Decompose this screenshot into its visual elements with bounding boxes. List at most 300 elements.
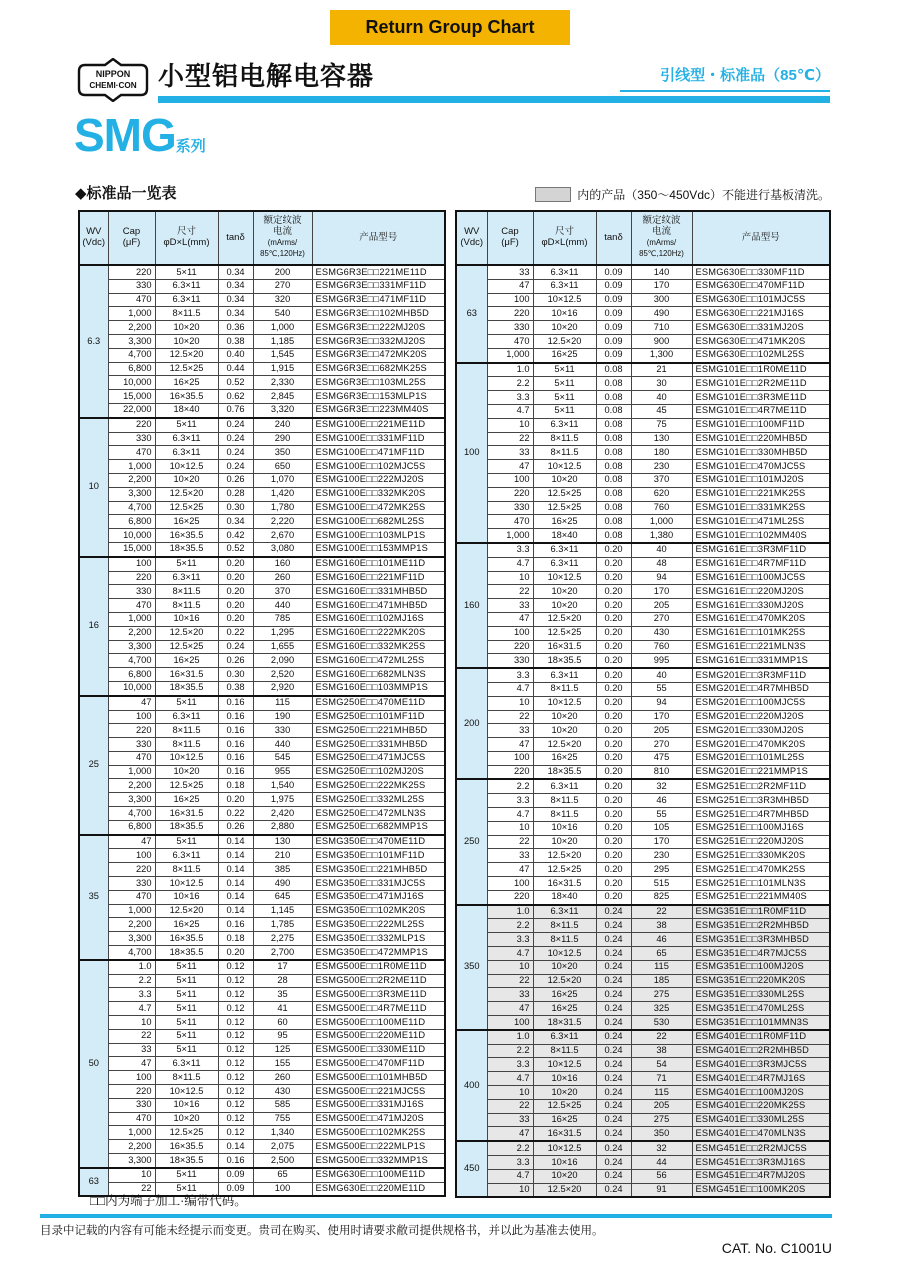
- cap-cell: 220: [487, 487, 533, 501]
- cap-cell: 470: [108, 446, 155, 460]
- part-number-cell: ESMG401E□□1R0MF11D: [692, 1030, 830, 1044]
- table-row: [79, 265, 445, 279]
- cap-cell: 100: [108, 1071, 155, 1085]
- part-number-cell: ESMG500E□□2R2ME11D: [312, 974, 445, 988]
- title-underline-bar: [158, 96, 830, 103]
- section-heading: ◆标准品一览表: [75, 185, 177, 202]
- ripple-cell: 530: [631, 1016, 692, 1030]
- tan-cell: 0.24: [596, 1086, 631, 1100]
- cap-cell: 330: [487, 501, 533, 515]
- tan-cell: 0.20: [596, 724, 631, 738]
- ripple-cell: 1,300: [631, 348, 692, 362]
- table-row: [79, 738, 445, 752]
- part-number-cell: ESMG350E□□101MF11D: [312, 849, 445, 863]
- cap-cell: 3,300: [108, 932, 155, 946]
- part-number-cell: ESMG6R3E□□153MLP1S: [312, 390, 445, 404]
- cap-cell: 3.3: [487, 668, 533, 682]
- ripple-cell: 955: [253, 765, 312, 779]
- tan-cell: 0.08: [596, 460, 631, 474]
- size-cell: 8×11.5: [155, 738, 218, 752]
- size-cell: 6.3×11: [155, 293, 218, 307]
- size-cell: 5×11: [533, 363, 596, 377]
- size-cell: 12.5×20: [155, 626, 218, 640]
- size-cell: 12.5×25: [533, 1099, 596, 1113]
- table-row: [456, 1169, 830, 1183]
- part-number-cell: ESMG500E□□100ME11D: [312, 1016, 445, 1030]
- ripple-cell: 40: [631, 543, 692, 557]
- tan-cell: 0.08: [596, 515, 631, 529]
- table-row: [79, 918, 445, 932]
- ripple-cell: 275: [631, 988, 692, 1002]
- size-cell: 6.3×11: [533, 279, 596, 293]
- size-cell: 10×12.5: [533, 947, 596, 961]
- tan-cell: 0.12: [218, 1002, 253, 1016]
- cap-cell: 220: [108, 418, 155, 432]
- cap-cell: 220: [108, 1085, 155, 1099]
- wv-group-label: 250: [456, 779, 487, 904]
- cap-cell: 470: [108, 599, 155, 613]
- table-row: [79, 557, 445, 571]
- size-cell: 5×11: [155, 1016, 218, 1030]
- part-number-cell: ESMG500E□□470MF11D: [312, 1057, 445, 1071]
- cap-cell: 1,000: [108, 460, 155, 474]
- size-cell: 10×12.5: [533, 696, 596, 710]
- part-number-cell: ESMG250E□□682MMP1S: [312, 820, 445, 834]
- cap-cell: 100: [487, 473, 533, 487]
- tan-cell: 0.08: [596, 432, 631, 446]
- tan-cell: 0.20: [596, 654, 631, 668]
- size-cell: 10×20: [533, 321, 596, 335]
- size-cell: 10×20: [155, 473, 218, 487]
- tan-cell: 0.12: [218, 960, 253, 974]
- page-title: 小型铝电解电容器: [158, 61, 375, 91]
- ripple-cell: 22: [631, 905, 692, 919]
- tan-cell: 0.09: [218, 1168, 253, 1182]
- table-row: [456, 640, 830, 654]
- table-row: [456, 1099, 830, 1113]
- tan-cell: 0.24: [596, 974, 631, 988]
- size-cell: 16×35.5: [155, 529, 218, 543]
- wv-group-label: 16: [79, 557, 108, 696]
- part-number-cell: ESMG500E□□330ME11D: [312, 1043, 445, 1057]
- wash-note-text: 内的产品（350～450Vdc）不能进行基板清洗。: [577, 188, 830, 202]
- table-row: [79, 307, 445, 321]
- part-number-cell: ESMG630E□□101MJC5S: [692, 293, 830, 307]
- ripple-cell: 230: [631, 460, 692, 474]
- table-row: [79, 710, 445, 724]
- ripple-cell: 3,320: [253, 403, 312, 417]
- table-row: [79, 974, 445, 988]
- part-number-cell: ESMG451E□□100MK20S: [692, 1183, 830, 1197]
- table-row: [79, 765, 445, 779]
- part-number-cell: ESMG351E□□470ML25S: [692, 1002, 830, 1016]
- part-number-cell: ESMG500E□□221MJC5S: [312, 1085, 445, 1099]
- ripple-cell: 56: [631, 1169, 692, 1183]
- ripple-cell: 1,780: [253, 501, 312, 515]
- footer-rule: [40, 1214, 832, 1218]
- ripple-cell: 1,070: [253, 473, 312, 487]
- cap-cell: 4,700: [108, 501, 155, 515]
- size-cell: 10×12.5: [155, 460, 218, 474]
- size-cell: 10×20: [155, 1112, 218, 1126]
- cap-cell: 4.7: [487, 404, 533, 418]
- part-number-cell: ESMG351E□□330ML25S: [692, 988, 830, 1002]
- size-cell: 8×11.5: [155, 599, 218, 613]
- part-number-cell: ESMG100E□□102MJC5S: [312, 460, 445, 474]
- tan-cell: 0.14: [218, 904, 253, 918]
- tan-cell: 0.24: [218, 640, 253, 654]
- size-cell: 10×12.5: [155, 877, 218, 891]
- ripple-cell: 260: [253, 1071, 312, 1085]
- size-cell: 6.3×11: [533, 1030, 596, 1044]
- size-cell: 16×25: [533, 751, 596, 765]
- tan-cell: 0.12: [218, 1126, 253, 1140]
- tan-cell: 0.08: [596, 529, 631, 543]
- col-header-ripple: 额定纹波 电流 (mArms/ 85℃,120Hz): [631, 211, 692, 265]
- ripple-cell: 350: [631, 1127, 692, 1141]
- part-number-cell: ESMG6R3E□□332MJ20S: [312, 334, 445, 348]
- cap-cell: 6,800: [108, 668, 155, 682]
- tan-cell: 0.09: [596, 279, 631, 293]
- wv-group-label: 160: [456, 543, 487, 668]
- part-number-cell: ESMG161E□□100MJC5S: [692, 571, 830, 585]
- size-cell: 10×16: [533, 307, 596, 321]
- size-cell: 10×12.5: [155, 1085, 218, 1099]
- tan-cell: 0.08: [596, 473, 631, 487]
- table-row: [79, 599, 445, 613]
- ripple-cell: 190: [253, 710, 312, 724]
- part-number-cell: ESMG100E□□221ME11D: [312, 418, 445, 432]
- ripple-cell: 38: [631, 1044, 692, 1058]
- tan-cell: 0.24: [218, 418, 253, 432]
- tan-cell: 0.20: [596, 821, 631, 835]
- part-number-cell: ESMG101E□□2R2ME11D: [692, 377, 830, 391]
- wv-group-label: 100: [456, 363, 487, 543]
- part-number-cell: ESMG351E□□3R3MHB5D: [692, 933, 830, 947]
- size-cell: 12.5×20: [155, 348, 218, 362]
- cap-cell: 10,000: [108, 681, 155, 695]
- return-group-chart-button[interactable]: Return Group Chart: [330, 10, 570, 45]
- ripple-cell: 94: [631, 571, 692, 585]
- cap-cell: 22: [108, 1029, 155, 1043]
- part-number-cell: ESMG160E□□682MLN3S: [312, 668, 445, 682]
- part-number-cell: ESMG630E□□221MJ16S: [692, 307, 830, 321]
- part-number-cell: ESMG500E□□1R0ME11D: [312, 960, 445, 974]
- cap-cell: 2,200: [108, 779, 155, 793]
- tan-cell: 0.62: [218, 390, 253, 404]
- table-row: [456, 321, 830, 335]
- size-cell: 6.3×11: [155, 849, 218, 863]
- wv-group-label: 400: [456, 1030, 487, 1141]
- size-cell: 6.3×11: [533, 265, 596, 279]
- table-row: [79, 696, 445, 710]
- cap-cell: 33: [487, 849, 533, 863]
- size-cell: 10×12.5: [533, 571, 596, 585]
- cap-cell: 10: [487, 1086, 533, 1100]
- size-cell: 12.5×25: [155, 640, 218, 654]
- ripple-cell: 2,330: [253, 376, 312, 390]
- cap-cell: 100: [487, 293, 533, 307]
- part-number-cell: ESMG6R3E□□223MM40S: [312, 403, 445, 417]
- size-cell: 18×31.5: [533, 1016, 596, 1030]
- part-number-cell: ESMG401E□□4R7MJ16S: [692, 1072, 830, 1086]
- part-number-cell: ESMG401E□□470MLN3S: [692, 1127, 830, 1141]
- part-number-cell: ESMG160E□□331MHB5D: [312, 585, 445, 599]
- ripple-cell: 330: [253, 724, 312, 738]
- cap-cell: 1.0: [487, 363, 533, 377]
- size-cell: 12.5×20: [155, 904, 218, 918]
- part-number-cell: ESMG160E□□221MF11D: [312, 571, 445, 585]
- ripple-cell: 35: [253, 988, 312, 1002]
- part-number-cell: ESMG6R3E□□472MK20S: [312, 348, 445, 362]
- table-row: [79, 418, 445, 432]
- cap-cell: 330: [108, 738, 155, 752]
- ripple-cell: 1,340: [253, 1126, 312, 1140]
- tan-cell: 0.22: [218, 807, 253, 821]
- table-row: [456, 765, 830, 779]
- tan-cell: 0.24: [596, 1113, 631, 1127]
- table-row: [456, 654, 830, 668]
- tan-cell: 0.20: [596, 696, 631, 710]
- table-row: [456, 446, 830, 460]
- table-row: [79, 279, 445, 293]
- ripple-cell: 440: [253, 738, 312, 752]
- part-number-cell: ESMG351E□□220MK20S: [692, 974, 830, 988]
- cap-cell: 330: [108, 279, 155, 293]
- table-row: [456, 1086, 830, 1100]
- logo-text-line1: NIPPON: [95, 69, 131, 79]
- ripple-cell: 2,845: [253, 390, 312, 404]
- size-cell: 10×20: [533, 1169, 596, 1183]
- ripple-cell: 1,000: [253, 321, 312, 335]
- ripple-cell: 475: [631, 751, 692, 765]
- ripple-cell: 100: [253, 1182, 312, 1196]
- table-row: [79, 515, 445, 529]
- tan-cell: 0.38: [218, 334, 253, 348]
- cap-cell: 470: [487, 334, 533, 348]
- part-number-cell: ESMG350E□□472MMP1S: [312, 946, 445, 960]
- cap-cell: 4.7: [487, 1072, 533, 1086]
- terminal-code-footnote: □□内为端子加工·编带代码。: [90, 1194, 247, 1208]
- cap-cell: 100: [487, 751, 533, 765]
- part-number-cell: ESMG630E□□471MK20S: [692, 334, 830, 348]
- ripple-cell: 295: [631, 863, 692, 877]
- part-number-cell: ESMG101E□□4R7ME11D: [692, 404, 830, 418]
- size-cell: 6.3×11: [533, 418, 596, 432]
- ripple-cell: 40: [631, 668, 692, 682]
- ripple-cell: 2,220: [253, 515, 312, 529]
- cap-cell: 47: [487, 460, 533, 474]
- ripple-cell: 210: [253, 849, 312, 863]
- table-row: [456, 1058, 830, 1072]
- part-number-cell: ESMG250E□□471MJC5S: [312, 751, 445, 765]
- part-number-cell: ESMG251E□□470MK25S: [692, 863, 830, 877]
- ripple-cell: 545: [253, 751, 312, 765]
- table-row: [79, 1154, 445, 1168]
- part-number-cell: ESMG6R3E□□102MHB5D: [312, 307, 445, 321]
- ripple-cell: 2,420: [253, 807, 312, 821]
- cap-cell: 4.7: [487, 682, 533, 696]
- table-row: [79, 376, 445, 390]
- table-row: [79, 1071, 445, 1085]
- part-number-cell: ESMG401E□□220MK25S: [692, 1099, 830, 1113]
- part-number-cell: ESMG250E□□101MF11D: [312, 710, 445, 724]
- series-title: [74, 108, 206, 162]
- table-row: [456, 682, 830, 696]
- size-cell: 16×25: [533, 515, 596, 529]
- size-cell: 8×11.5: [533, 919, 596, 933]
- cap-cell: 4.7: [487, 947, 533, 961]
- ripple-cell: 2,920: [253, 681, 312, 695]
- table-row: [79, 626, 445, 640]
- wv-group-label: 50: [79, 960, 108, 1168]
- cap-cell: 220: [108, 571, 155, 585]
- col-header-part: 产品型号: [692, 211, 830, 265]
- tan-cell: 0.08: [596, 391, 631, 405]
- table-row: [79, 988, 445, 1002]
- ripple-cell: 1,655: [253, 640, 312, 654]
- tan-cell: 0.24: [596, 933, 631, 947]
- tan-cell: 0.52: [218, 542, 253, 556]
- tan-cell: 0.24: [596, 1072, 631, 1086]
- standards-table-left: [78, 210, 446, 1197]
- ripple-cell: 205: [631, 724, 692, 738]
- size-cell: 18×35.5: [533, 765, 596, 779]
- table-row: [79, 877, 445, 891]
- table-row: [456, 585, 830, 599]
- tan-cell: 0.24: [218, 460, 253, 474]
- size-cell: 10×16: [533, 1072, 596, 1086]
- table-row: [79, 1029, 445, 1043]
- tan-cell: 0.24: [596, 1030, 631, 1044]
- part-number-cell: ESMG350E□□331MJC5S: [312, 877, 445, 891]
- part-number-cell: ESMG250E□□472MLN3S: [312, 807, 445, 821]
- size-cell: 16×25: [155, 376, 218, 390]
- ripple-cell: 325: [631, 1002, 692, 1016]
- ripple-cell: 650: [253, 460, 312, 474]
- cap-cell: 10: [487, 1183, 533, 1197]
- part-number-cell: ESMG100E□□331MF11D: [312, 432, 445, 446]
- series-name: SMG: [74, 109, 176, 161]
- part-number-cell: ESMG250E□□470ME11D: [312, 696, 445, 710]
- tan-cell: 0.12: [218, 988, 253, 1002]
- size-cell: 10×12.5: [533, 460, 596, 474]
- col-header-size: 尺寸 φD×L(mm): [533, 211, 596, 265]
- tan-cell: 0.20: [596, 751, 631, 765]
- size-cell: 12.5×25: [155, 362, 218, 376]
- tan-cell: 0.16: [218, 1154, 253, 1168]
- wv-group-label: 10: [79, 418, 108, 557]
- table-row: [456, 432, 830, 446]
- tan-cell: 0.24: [596, 1044, 631, 1058]
- table-row: [79, 446, 445, 460]
- part-number-cell: ESMG161E□□221MLN3S: [692, 640, 830, 654]
- tan-cell: 0.26: [218, 654, 253, 668]
- ripple-cell: 2,880: [253, 820, 312, 834]
- ripple-cell: 95: [253, 1029, 312, 1043]
- size-cell: 16×31.5: [533, 877, 596, 891]
- size-cell: 5×11: [155, 1043, 218, 1057]
- table-row: [456, 696, 830, 710]
- size-cell: 6.3×11: [155, 432, 218, 446]
- cap-cell: 100: [108, 557, 155, 571]
- size-cell: 6.3×11: [155, 571, 218, 585]
- size-cell: 8×11.5: [533, 682, 596, 696]
- cap-cell: 47: [487, 279, 533, 293]
- tan-cell: 0.24: [596, 1169, 631, 1183]
- ripple-cell: 490: [631, 307, 692, 321]
- tan-cell: 0.20: [218, 612, 253, 626]
- size-cell: 6.3×11: [155, 710, 218, 724]
- ripple-cell: 140: [631, 265, 692, 279]
- table-row: [456, 1127, 830, 1141]
- tan-cell: 0.44: [218, 362, 253, 376]
- part-number-cell: ESMG251E□□100MJ16S: [692, 821, 830, 835]
- part-number-cell: ESMG101E□□470MJC5S: [692, 460, 830, 474]
- cap-cell: 470: [108, 293, 155, 307]
- cap-cell: 220: [487, 307, 533, 321]
- ripple-cell: 45: [631, 404, 692, 418]
- part-number-cell: ESMG100E□□471MF11D: [312, 446, 445, 460]
- table-row: [456, 1156, 830, 1170]
- table-row: [456, 543, 830, 557]
- table-row: [456, 460, 830, 474]
- table-row: [456, 557, 830, 571]
- ripple-cell: 2,700: [253, 946, 312, 960]
- part-number-cell: ESMG101E□□102MM40S: [692, 529, 830, 543]
- table-row: [79, 779, 445, 793]
- part-number-cell: ESMG251E□□220MJ20S: [692, 835, 830, 849]
- table-row: [456, 473, 830, 487]
- ripple-cell: 585: [253, 1098, 312, 1112]
- part-number-cell: ESMG451E□□4R7MJ20S: [692, 1169, 830, 1183]
- part-number-cell: ESMG100E□□103MLP1S: [312, 529, 445, 543]
- ripple-cell: 825: [631, 890, 692, 904]
- ripple-cell: 2,075: [253, 1140, 312, 1154]
- ripple-cell: 260: [253, 571, 312, 585]
- part-number-cell: ESMG401E□□100MJ20S: [692, 1086, 830, 1100]
- table-row: [456, 1072, 830, 1086]
- table-row: [456, 501, 830, 515]
- part-number-cell: ESMG6R3E□□331MF11D: [312, 279, 445, 293]
- part-number-cell: ESMG250E□□332ML25S: [312, 793, 445, 807]
- part-number-cell: ESMG161E□□3R3MF11D: [692, 543, 830, 557]
- cap-cell: 10,000: [108, 529, 155, 543]
- tan-cell: 0.12: [218, 1057, 253, 1071]
- size-cell: 8×11.5: [533, 446, 596, 460]
- ripple-cell: 40: [631, 391, 692, 405]
- table-row: [79, 724, 445, 738]
- table-row: [456, 612, 830, 626]
- part-number-cell: ESMG401E□□3R3MJC5S: [692, 1058, 830, 1072]
- tan-cell: 0.12: [218, 1098, 253, 1112]
- tan-cell: 0.24: [596, 960, 631, 974]
- table-row: [79, 585, 445, 599]
- ripple-cell: 540: [253, 307, 312, 321]
- cap-cell: 4.7: [487, 1169, 533, 1183]
- catalog-number: CAT. No. C1001U: [721, 1240, 832, 1256]
- ripple-cell: 240: [253, 418, 312, 432]
- table-row: [79, 1098, 445, 1112]
- size-cell: 10×20: [533, 1086, 596, 1100]
- ripple-cell: 55: [631, 682, 692, 696]
- cap-cell: 3,300: [108, 334, 155, 348]
- size-cell: 5×11: [533, 377, 596, 391]
- tan-cell: 0.12: [218, 974, 253, 988]
- size-cell: 10×20: [533, 724, 596, 738]
- ripple-cell: 230: [631, 849, 692, 863]
- cap-cell: 47: [487, 1002, 533, 1016]
